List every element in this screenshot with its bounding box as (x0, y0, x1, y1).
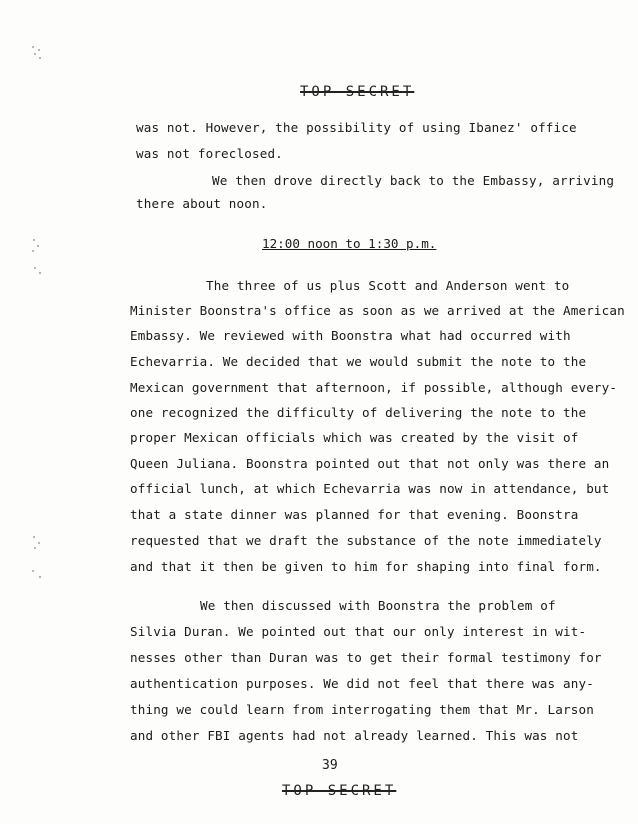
section-heading: 12:00 noon to 1:30 p.m. (262, 236, 437, 251)
body-line: We then drove directly back to the Embassy, arriving (212, 173, 615, 188)
body-line: Silvia Duran. We pointed out that our only interest in wit- (130, 624, 587, 639)
body-line: Mexican government that afternoon, if possible, although every- (130, 380, 618, 395)
margin-speck-icon (30, 238, 44, 256)
body-line: The three of us plus Scott and Anderson went to (206, 278, 570, 293)
body-line: was not. However, the possibility of using Ibanez' office (136, 120, 577, 135)
margin-speck-icon (30, 44, 44, 62)
body-line: one recognized the difficulty of delivering the note to the (130, 405, 587, 420)
body-line: requested that we draft the substance of the note immediately (130, 533, 602, 548)
body-line: official lunch, at which Echevarria was now in attendance, but (130, 481, 610, 496)
margin-speck-icon (30, 534, 44, 552)
margin-speck-icon (30, 264, 44, 282)
body-line: authentication purposes. We did not feel that there was any- (130, 676, 594, 691)
body-line: thing we could learn from interrogating them that Mr. Larson (130, 702, 594, 717)
body-line: that a state dinner was planned for that evening. Boonstra (130, 507, 579, 522)
body-line: Echevarria. We decided that we would submit the note to the (130, 354, 587, 369)
body-line: We then discussed with Boonstra the problem of (200, 598, 556, 613)
classification-footer: TOP SECRET (282, 783, 397, 799)
body-line: proper Mexican officials which was created by the visit of (130, 430, 579, 445)
body-line: there about noon. (136, 196, 268, 211)
body-line: and other FBI agents had not already learned. This was not (130, 728, 579, 743)
body-line: Queen Juliana. Boonstra pointed out that not only was there an (130, 456, 610, 471)
classification-header: TOP SECRET (300, 84, 415, 100)
body-line: nesses other than Duran was to get their formal testimony for (130, 650, 602, 665)
body-line: and that it then be given to him for shaping into final form. (130, 559, 602, 574)
margin-speck-icon (30, 566, 44, 584)
page-number: 39 (322, 758, 338, 773)
body-line: was not foreclosed. (136, 146, 283, 161)
body-line: Minister Boonstra's office as soon as we arrived at the American (130, 303, 625, 318)
body-line: Embassy. We reviewed with Boonstra what had occurred with (130, 328, 571, 343)
